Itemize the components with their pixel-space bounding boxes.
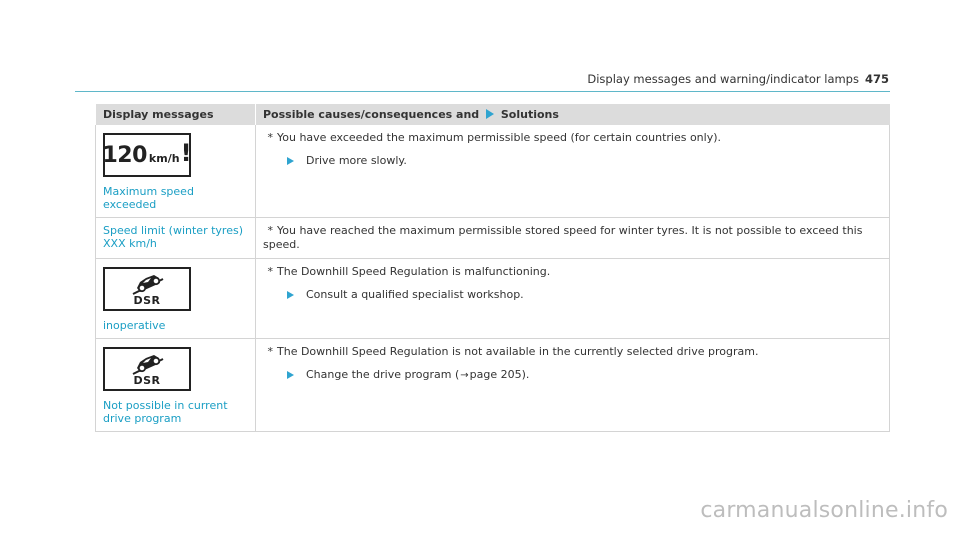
triangle-right-icon <box>486 109 494 119</box>
column-header-solutions-text: Solutions <box>500 108 559 121</box>
cause-bullet: * <box>267 224 273 237</box>
cause-text <box>263 265 882 279</box>
dsr-icon-label: DSR <box>133 374 161 387</box>
header-divider <box>75 91 890 92</box>
solution-item <box>263 154 882 168</box>
watermark: carmanualsonline.info <box>700 498 948 523</box>
solution-text-suffix: ). <box>521 368 530 381</box>
column-header-causes-text: Possible causes/consequences and <box>263 108 480 121</box>
cause-text <box>263 131 882 145</box>
column-header-causes <box>256 104 890 125</box>
table-row <box>96 259 890 339</box>
cause-bullet: * <box>267 131 273 144</box>
solution-text: Consult a qualified specialist workshop. <box>306 288 524 301</box>
dsr-icon <box>103 267 191 311</box>
cause-description: The Downhill Speed Regulation is malfunctioning. <box>277 265 551 278</box>
display-messages-table <box>95 104 890 432</box>
cause-bullet: * <box>267 265 273 278</box>
speed-limit-icon <box>103 133 191 177</box>
table-row <box>96 218 890 259</box>
cause-description: You have exceeded the maximum permissible speed (for certain countries only). <box>277 131 722 144</box>
message-text: Maximum speed exceeded <box>103 185 194 211</box>
page-reference-arrow-icon: → <box>460 370 469 381</box>
warning-icon: ! <box>180 139 192 167</box>
message-cell <box>96 218 256 259</box>
message-text-line1: Not possible in current <box>103 399 228 412</box>
table-row <box>96 339 890 432</box>
message-text-line2: XXX km/h <box>103 237 157 250</box>
section-title: Display messages and warning/indicator lamps <box>587 72 859 86</box>
message-cell <box>96 125 256 218</box>
solution-item <box>263 368 882 383</box>
speed-icon-value: 120 <box>102 142 147 168</box>
cause-cell <box>256 259 890 339</box>
cause-description: You have reached the maximum permissible stored speed for winter tyres. It is not possible to exceed this speed. <box>263 224 863 251</box>
dsr-icon <box>103 347 191 391</box>
solution-item <box>263 288 882 302</box>
cause-cell <box>256 339 890 432</box>
page-header <box>586 72 889 86</box>
cause-cell <box>256 125 890 218</box>
downhill-car-icon <box>132 270 164 296</box>
triangle-right-icon <box>287 291 294 299</box>
speed-icon-unit: km/h <box>148 151 180 165</box>
cause-text <box>263 224 882 252</box>
downhill-car-icon <box>132 350 164 376</box>
solution-text: Drive more slowly. <box>306 154 407 167</box>
message-text: inoperative <box>103 319 166 332</box>
triangle-right-icon <box>287 371 294 379</box>
table-header-row <box>96 104 890 125</box>
table-row <box>96 125 890 218</box>
message-text-line1: Speed limit (winter tyres) <box>103 224 243 237</box>
page-reference-link[interactable]: page 205 <box>469 368 522 381</box>
page-number: 475 <box>864 72 889 86</box>
triangle-right-icon <box>287 157 294 165</box>
message-text-line2: drive program <box>103 412 182 425</box>
cause-bullet: * <box>267 345 273 358</box>
message-cell <box>96 259 256 339</box>
cause-text <box>263 345 882 359</box>
cause-description: The Downhill Speed Regulation is not available in the currently selected drive program. <box>277 345 759 358</box>
message-cell <box>96 339 256 432</box>
column-header-messages: Display messages <box>96 104 256 125</box>
dsr-icon-label: DSR <box>133 294 161 307</box>
cause-cell <box>256 218 890 259</box>
solution-text-prefix: Change the drive program ( <box>306 368 460 381</box>
